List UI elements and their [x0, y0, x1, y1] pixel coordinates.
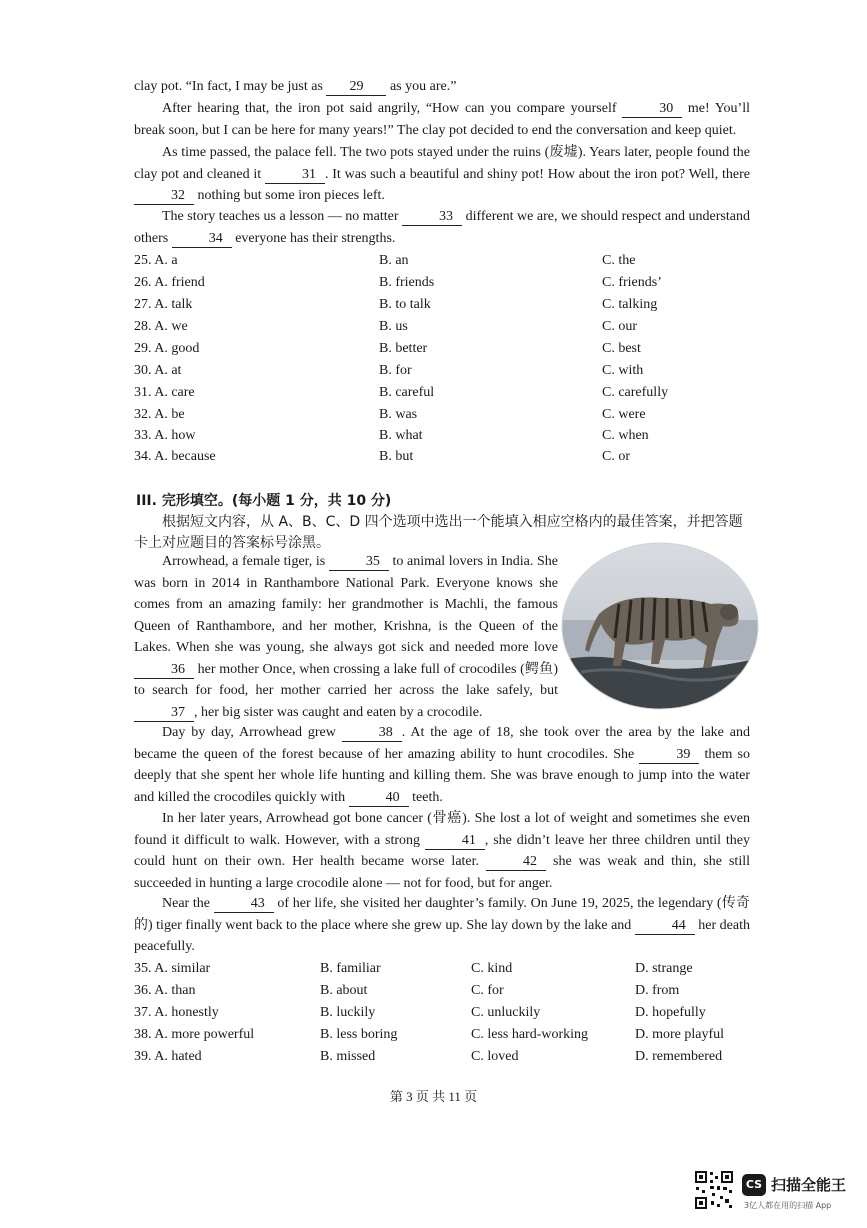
- option-b: B. but: [379, 449, 414, 464]
- page-number: 第 3 页 共 11 页: [389, 1089, 478, 1104]
- option-b: B. missed: [320, 1049, 376, 1064]
- option-row-32: [134, 404, 774, 425]
- passage1-para2: [134, 98, 750, 141]
- passage2-para1: [134, 551, 558, 723]
- text: . At the age of 18, she took over the area by the lake and became the queen of the forest because of her amazing ability to hunt crocodiles. She: [134, 725, 750, 762]
- text: After hearing that, the iron pot said angrily, “How can you compare yourself: [162, 101, 623, 116]
- text: clay pot. “In fact, I may be just as: [134, 79, 327, 94]
- option-b: B. friends: [379, 275, 435, 290]
- option-a: 27. A. talk: [134, 297, 193, 312]
- option-b: B. us: [379, 319, 408, 334]
- option-b: B. careful: [379, 385, 435, 400]
- blank-33: 33: [402, 209, 462, 226]
- option-row-29: [134, 338, 774, 359]
- option-d: D. remembered: [635, 1049, 723, 1064]
- option-c: C. talking: [602, 297, 658, 312]
- text: The story teaches us a lesson — no matter: [162, 209, 403, 224]
- blank-39: 39: [639, 747, 699, 764]
- option-a: 29. A. good: [134, 341, 200, 356]
- option-row-30: [134, 360, 774, 381]
- option-c: C. less hard-working: [471, 1027, 589, 1042]
- blank-41: 41: [425, 833, 485, 850]
- option-d: D. from: [635, 983, 680, 998]
- option-b: B. better: [379, 341, 428, 356]
- option-c: C. loved: [471, 1049, 519, 1064]
- qr-code-icon: [694, 1170, 734, 1210]
- option-c: C. kind: [471, 961, 513, 976]
- blank-29: 29: [326, 79, 386, 96]
- option-b: B. about: [320, 983, 368, 998]
- option-b: B. less boring: [320, 1027, 398, 1042]
- option-a: 34. A. because: [134, 449, 216, 464]
- tiger-photo: [561, 542, 759, 710]
- option-c: C. best: [602, 341, 641, 356]
- option-row-27: [134, 294, 774, 315]
- option-row-25: [134, 250, 774, 271]
- passage1-para3: [134, 142, 750, 207]
- text: different we are, we should respect and understand others: [134, 209, 750, 246]
- option-c: C. with: [602, 363, 644, 378]
- option-b: B. familiar: [320, 961, 381, 976]
- option-a: 38. A. more powerful: [134, 1027, 255, 1042]
- option-c: C. the: [602, 253, 636, 268]
- option-c: C. or: [602, 449, 630, 464]
- option-a: 32. A. be: [134, 407, 185, 422]
- blank-42: 42: [486, 854, 546, 871]
- option-c: C. carefully: [602, 385, 669, 400]
- passage2-para4: [134, 893, 750, 958]
- text: of her life, she visited her daughter’s family. On June 19, 2025, the legendary (传奇的) tiger finally went back to the place where she grew up. She lay down by the lake and: [134, 896, 750, 933]
- option-row-31: [134, 382, 774, 403]
- blank-35: 35: [329, 554, 389, 571]
- option-row-37: [134, 1002, 774, 1023]
- option-b: B. for: [379, 363, 412, 378]
- blank-37: 37: [134, 705, 194, 722]
- text: , her big sister was caught and eaten by a crocodile.: [194, 704, 483, 720]
- option-row-36: [134, 980, 774, 1001]
- option-b: B. an: [379, 253, 409, 268]
- option-a: 33. A. how: [134, 428, 196, 443]
- text: them so deeply that she spent her whole life hunting and killing them. She was brave enough to jump into the water and killed the crocodiles quickly with: [134, 746, 750, 805]
- option-d: D. more playful: [635, 1027, 725, 1042]
- text: , she didn’t leave her three children until they could hunt on their own. Her health became worse later.: [134, 832, 750, 869]
- blank-38: 38: [342, 725, 402, 742]
- option-a: 28. A. we: [134, 319, 188, 334]
- blank-43: 43: [214, 896, 274, 913]
- option-a: 35. A. similar: [134, 961, 211, 976]
- blank-36: 36: [134, 662, 194, 679]
- text: Arrowhead, a female tiger, is: [162, 554, 329, 569]
- passage1-para4: [134, 206, 750, 249]
- blank-44: 44: [635, 918, 695, 935]
- camscanner-name: 扫描全能王: [771, 1176, 847, 1194]
- camscanner-tagline: 3亿人都在用的扫描 App: [744, 1201, 832, 1210]
- option-row-26: [134, 272, 774, 293]
- blank-30: 30: [622, 101, 682, 118]
- blank-31: 31: [265, 167, 325, 184]
- option-row-33: [134, 425, 774, 446]
- text: as you are.”: [386, 79, 457, 94]
- option-c: C. were: [602, 407, 646, 422]
- text: me! You’ll break soon, but I can be here for many years!” The clay pot decided to end the conversation and keep quiet.: [134, 101, 750, 138]
- option-a: 39. A. hated: [134, 1049, 202, 1064]
- camscanner-logo: CS: [742, 1174, 766, 1196]
- option-row-28: [134, 316, 774, 337]
- text: to animal lovers in India. She was born in 2014 in Ranthambore National Park. Everyone knows she comes from an amazing family: her grandmother is Machli, the famous Queen of Ranthambore, and her mother, Krishna, is the Queen of the Lakes. When she was young, she always got sick and needed more love: [134, 554, 558, 655]
- text: everyone has their strengths.: [231, 230, 396, 246]
- option-c: C. friends’: [602, 275, 662, 290]
- passage2-para2: [134, 722, 750, 808]
- option-b: B. luckily: [320, 1005, 376, 1020]
- section-title: III. 完形填空。(每小题 1 分，共 10 分): [136, 493, 392, 509]
- section-instruction: 根据短文内容，从 A、B、C、D 四个选项中选出一个能填入相应空格内的最佳答案，并把答题卡上对应题目的答案标号涂黑。: [134, 514, 743, 551]
- text: . It was such a beautiful and shiny pot! How about the iron pot? Well, there: [324, 166, 750, 182]
- option-c: C. for: [471, 983, 504, 998]
- option-a: 30. A. at: [134, 363, 182, 378]
- text: she was weak and thin, she still succeeded in hunting a large crocodile alone — not for food, but for anger.: [134, 854, 750, 891]
- blank-32: 32: [134, 188, 194, 205]
- option-a: 26. A. friend: [134, 275, 205, 290]
- option-row-35: [134, 958, 774, 979]
- option-b: B. what: [379, 428, 423, 443]
- option-a: 36. A. than: [134, 983, 196, 998]
- option-d: D. strange: [635, 961, 693, 976]
- text: Near the: [162, 896, 214, 911]
- text: her mother Once, when crossing a lake full of crocodiles (鳄鱼) to search for food, her mother carried her across the lake safely, but: [134, 661, 558, 698]
- option-c: C. when: [602, 428, 649, 443]
- blank-40: 40: [349, 790, 409, 807]
- option-a: 31. A. care: [134, 385, 195, 400]
- text: Day by day, Arrowhead grew: [162, 725, 342, 740]
- option-b: B. was: [379, 407, 418, 422]
- text: As time passed, the palace fell. The two pots stayed under the ruins (废墟). Years later, people found the clay pot and cleaned it: [134, 145, 750, 182]
- text: teeth.: [408, 789, 443, 805]
- option-c: C. unluckily: [471, 1005, 541, 1020]
- text: nothing but some iron pieces left.: [194, 188, 385, 203]
- passage2-para3: [134, 808, 750, 894]
- text: In her later years, Arrowhead got bone cancer (骨癌). She lost a lot of weight and sometimes she even found it difficult to walk. However, with a strong: [134, 811, 750, 848]
- option-row-38: [134, 1024, 774, 1045]
- option-c: C. our: [602, 319, 637, 334]
- option-b: B. to talk: [379, 297, 431, 312]
- option-d: D. hopefully: [635, 1005, 706, 1020]
- option-a: 25. A. a: [134, 253, 178, 268]
- option-row-34: [134, 446, 774, 467]
- option-a: 37. A. honestly: [134, 1005, 219, 1020]
- text: her death peacefully.: [134, 917, 750, 954]
- option-row-39: [134, 1046, 774, 1067]
- blank-34: 34: [172, 231, 232, 248]
- passage1-para1: [134, 76, 750, 98]
